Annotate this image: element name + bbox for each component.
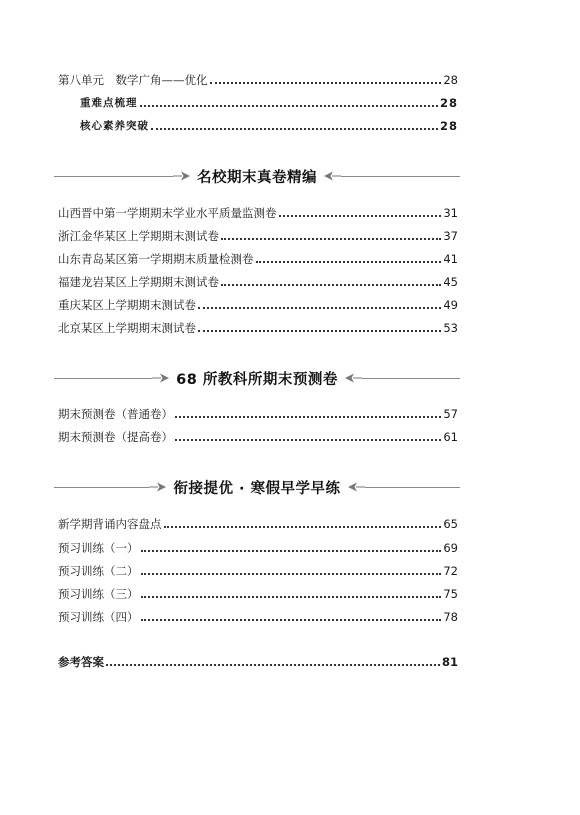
- arrow-right-icon: [173, 170, 191, 182]
- section-header-exams: [54, 166, 460, 186]
- dot-leader: [164, 526, 442, 528]
- toc-entry-exam-5[interactable]: [58, 295, 458, 313]
- toc-entry-preview-3[interactable]: [58, 584, 458, 602]
- toc-entry-core-literacy[interactable]: [80, 116, 458, 134]
- toc-entry-exam-3[interactable]: [58, 249, 458, 267]
- toc-page-number: 28: [439, 119, 458, 133]
- toc-entry-title: 期末预测卷（提高卷）: [58, 430, 173, 444]
- arrow-right-icon: [152, 372, 170, 384]
- toc-page-number: 75: [443, 587, 458, 601]
- arrow-left-icon: [344, 372, 362, 384]
- toc-entry-preview-4[interactable]: [58, 607, 458, 625]
- dot-leader: [175, 416, 441, 418]
- toc-page-number: 49: [443, 298, 458, 312]
- toc-entry-preview-1[interactable]: [58, 538, 458, 556]
- toc-page-number: 31: [443, 206, 458, 220]
- section-title: 名校期末真卷精编: [197, 169, 317, 186]
- dot-leader: [210, 82, 442, 84]
- dot-leader: [198, 330, 441, 332]
- toc-page-number: 41: [443, 252, 458, 266]
- dot-leader: [175, 439, 441, 441]
- toc-entry-title: 浙江金华某区上学期期末测试卷: [58, 229, 219, 243]
- toc-entry-predict-normal[interactable]: [58, 404, 458, 422]
- arrow-right-icon: [149, 481, 167, 493]
- arrow-left-icon: [347, 481, 365, 493]
- dot-leader: [141, 596, 442, 598]
- toc-entry-title: 第八单元 数学广角——优化: [58, 73, 208, 87]
- toc-entry-title: 期末预测卷（普通卷）: [58, 407, 173, 421]
- toc-entry-title: 核心素养突破: [80, 120, 149, 132]
- dot-leader: [221, 238, 441, 240]
- divider-line: [362, 378, 460, 379]
- dot-leader: [198, 307, 441, 309]
- dot-leader: [256, 261, 442, 263]
- toc-page-number: 65: [443, 517, 458, 531]
- divider-line: [54, 378, 152, 379]
- toc-page-number: 28: [443, 73, 458, 87]
- toc-entry-title: 新学期背诵内容盘点: [58, 517, 162, 531]
- section-title: 衔接提优 · 寒假早学早练: [173, 480, 341, 497]
- section-header-prediction: [54, 368, 460, 388]
- divider-line: [54, 176, 173, 177]
- toc-entry-title: 北京某区上学期期末测试卷: [58, 321, 196, 335]
- toc-entry-answers[interactable]: [58, 652, 458, 670]
- toc-entry-title: 福建龙岩某区上学期期末测试卷: [58, 275, 219, 289]
- toc-page-number: 45: [443, 275, 458, 289]
- dot-leader: [140, 105, 438, 107]
- dot-leader: [221, 284, 441, 286]
- toc-page-number: 78: [443, 610, 458, 624]
- toc-page-number: 28: [439, 96, 458, 110]
- toc-entry-title: 重庆某区上学期期末测试卷: [58, 298, 196, 312]
- toc-entry-title: 重难点梳理: [80, 97, 138, 109]
- dot-leader: [106, 664, 440, 666]
- toc-entry-unit-8[interactable]: [58, 70, 458, 88]
- dot-leader: [141, 619, 442, 621]
- toc-page-number: 37: [443, 229, 458, 243]
- toc-entry-predict-advanced[interactable]: [58, 427, 458, 445]
- toc-page-number: 81: [441, 655, 458, 669]
- toc-entry-title: 山西晋中第一学期期末学业水平质量监测卷: [58, 206, 277, 220]
- section-title: 68 所教科所期末预测卷: [176, 371, 338, 388]
- toc-entry-exam-6[interactable]: [58, 318, 458, 336]
- toc-page-number: 69: [443, 541, 458, 555]
- dot-leader: [151, 128, 438, 130]
- toc-entry-exam-2[interactable]: [58, 226, 458, 244]
- toc-entry-title: 预习训练（二）: [58, 564, 139, 578]
- toc-entry-preview-2[interactable]: [58, 561, 458, 579]
- toc-page-number: 72: [443, 564, 458, 578]
- toc-entry-title: 预习训练（一）: [58, 541, 139, 555]
- toc-entry-exam-4[interactable]: [58, 272, 458, 290]
- toc-page-number: 57: [443, 407, 458, 421]
- toc-entry-title: 预习训练（三）: [58, 587, 139, 601]
- dot-leader: [279, 215, 442, 217]
- divider-line: [365, 487, 460, 488]
- toc-entry-key-points[interactable]: [80, 93, 458, 111]
- toc-page-number: 61: [443, 430, 458, 444]
- dot-leader: [141, 550, 442, 552]
- section-header-bridge: [54, 477, 460, 497]
- toc-entry-exam-1[interactable]: [58, 203, 458, 221]
- toc-entry-recitation[interactable]: [58, 514, 458, 532]
- toc-entry-title: 山东青岛某区第一学期期末质量检测卷: [58, 252, 254, 266]
- toc-page-number: 53: [443, 321, 458, 335]
- divider-line: [54, 487, 149, 488]
- arrow-left-icon: [323, 170, 341, 182]
- toc-entry-title: 参考答案: [58, 655, 104, 669]
- dot-leader: [141, 573, 442, 575]
- toc-entry-title: 预习训练（四）: [58, 610, 139, 624]
- divider-line: [341, 176, 460, 177]
